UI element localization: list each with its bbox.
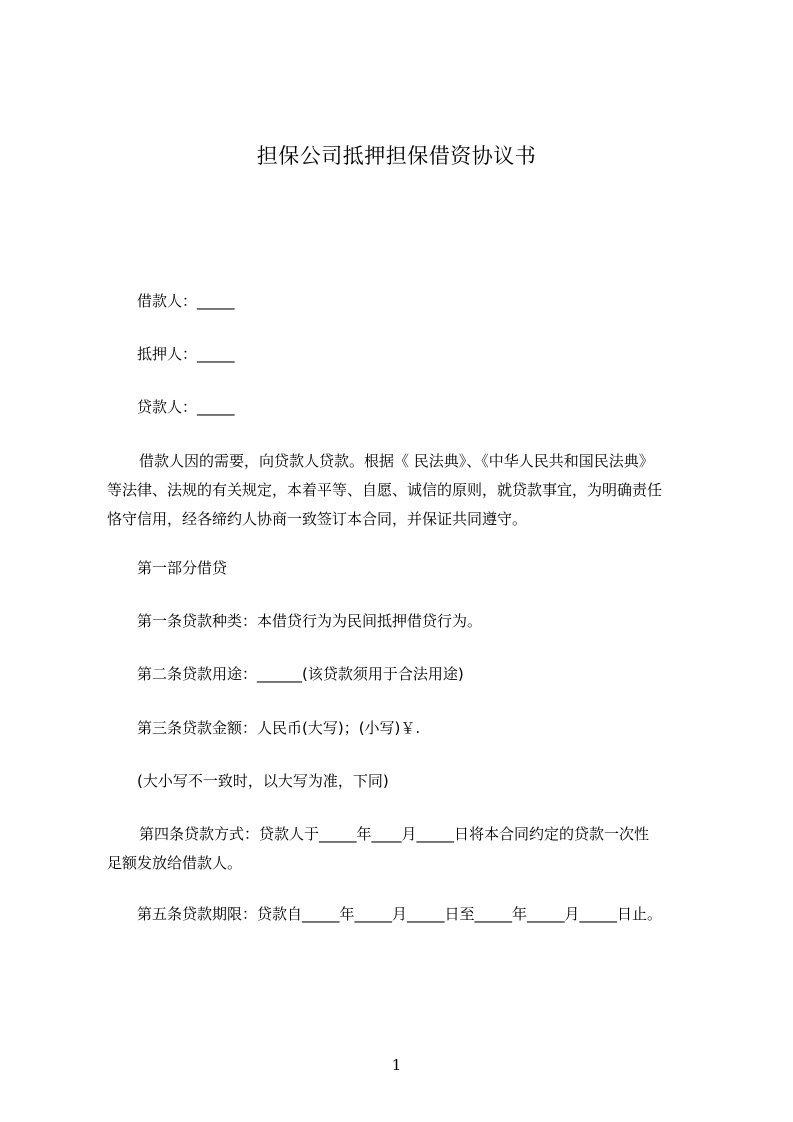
- article-4-line-1: 第四条贷款方式：贷款人于_____年____月_____日将本合同约定的贷款一次性: [139, 825, 650, 843]
- preamble-line-3: 恪守信用，经各缔约人协商一致签订本合同，并保证共同遵守。: [107, 510, 528, 528]
- article-5: 第五条贷款期限：贷款自_____年_____月_____日至_____年_____月_____日止。: [137, 905, 663, 923]
- preamble-line-1: 借款人因的需要，向贷款人贷款。根据《 民法典》、《中华人民共和国民法典》: [139, 452, 654, 470]
- article-3: 第三条贷款金额：人民币(大写)；(小写)￥.: [137, 719, 421, 737]
- mortgagor-line: 抵押人：_____: [137, 345, 235, 363]
- preamble-line-2: 等法律、法规的有关规定，本着平等、自愿、诚信的原则，就贷款事宜，为明确责任: [107, 481, 663, 499]
- borrower-line: 借款人：_____: [137, 292, 235, 310]
- page-number: 1: [391, 1056, 402, 1074]
- article-2: 第二条贷款用途：______(该贷款须用于合法用途): [137, 665, 464, 683]
- document-title: 担保公司抵押担保借资协议书: [256, 144, 537, 168]
- lender-line: 贷款人：_____: [137, 398, 235, 416]
- article-1: 第一条贷款种类：本借贷行为为民间抵押借贷行为。: [137, 612, 483, 630]
- part1-heading: 第一部分借贷: [137, 559, 228, 577]
- article-4-line-2: 足额发放给借款人。: [107, 854, 243, 872]
- article-3-note: (大小写不一致时，以大写为准，下同): [137, 772, 389, 790]
